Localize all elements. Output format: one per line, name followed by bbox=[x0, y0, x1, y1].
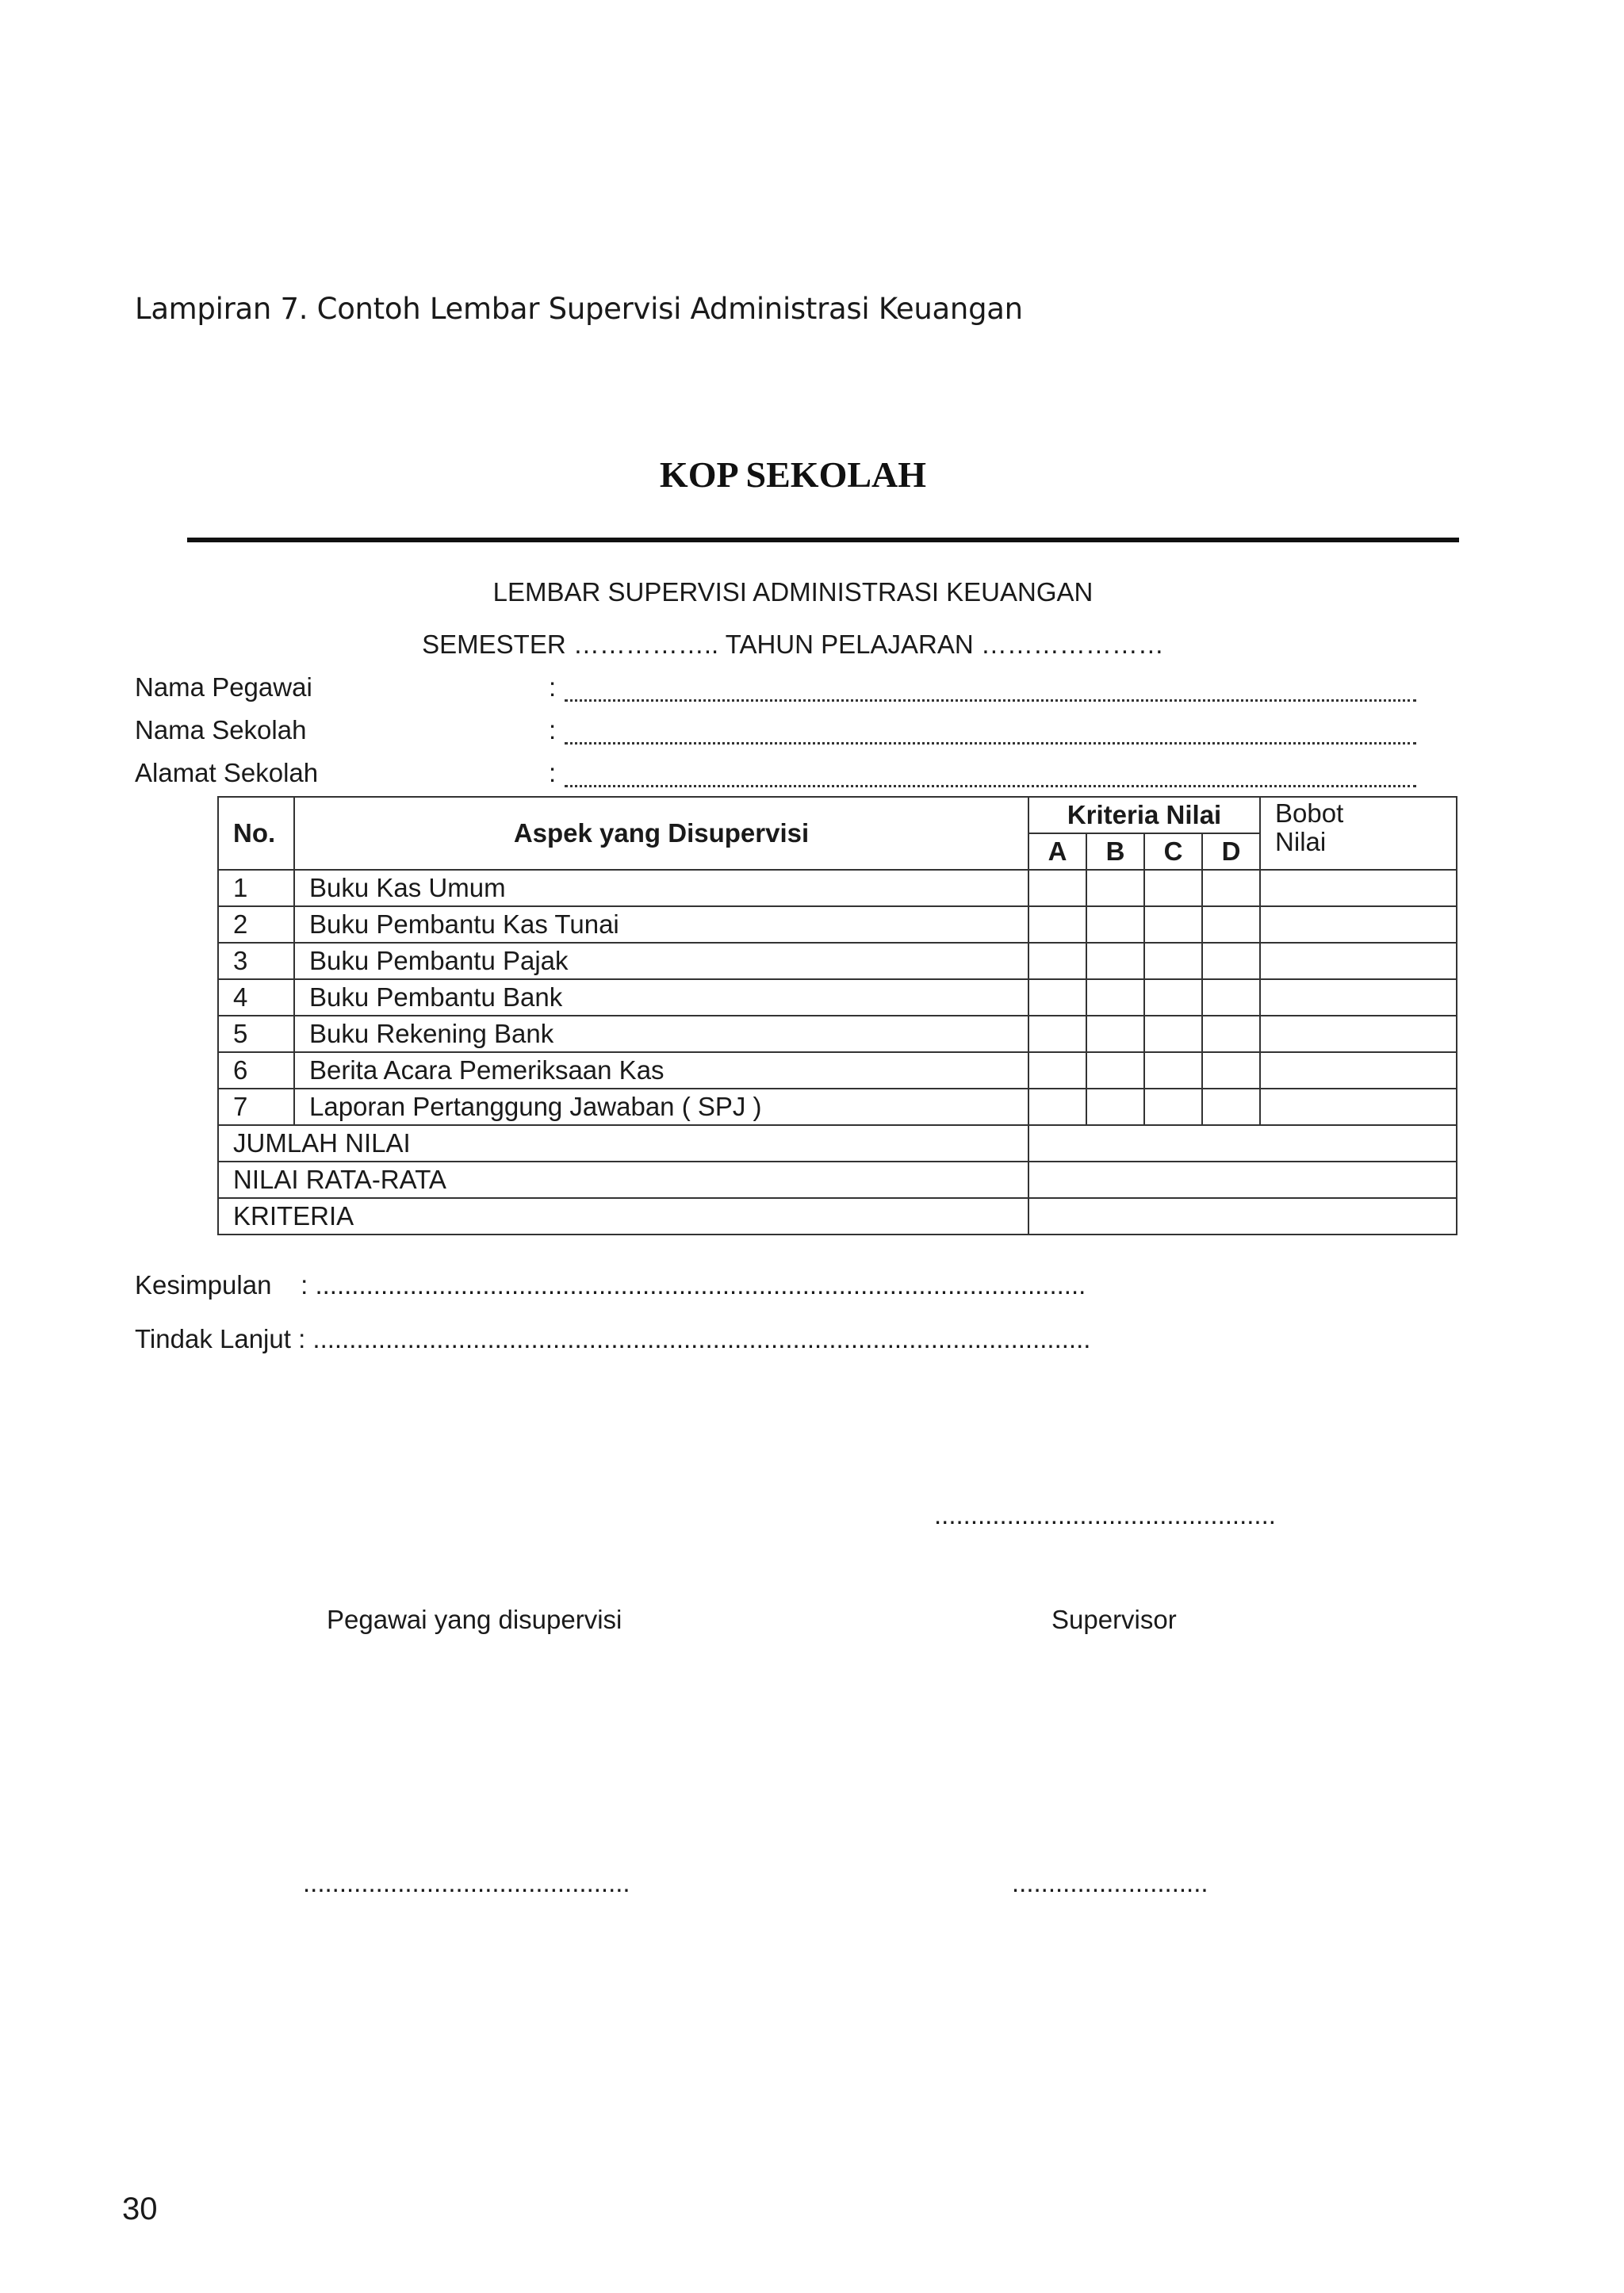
bobot-cell[interactable] bbox=[1260, 1016, 1457, 1052]
row-number: 1 bbox=[218, 870, 294, 906]
bobot-cell[interactable] bbox=[1260, 1089, 1457, 1125]
row-aspek: Buku Kas Umum bbox=[294, 870, 1028, 906]
nama-sekolah-field[interactable] bbox=[565, 739, 1416, 745]
kesimpulan-line[interactable]: Kesimpulan : .......................................................................................................... bbox=[135, 1270, 1086, 1300]
place-date-dots: ............................................... bbox=[934, 1500, 1276, 1529]
bobot-cell[interactable] bbox=[1260, 906, 1457, 943]
grade-header-b: B bbox=[1086, 833, 1144, 870]
grade-cell-c[interactable] bbox=[1144, 906, 1202, 943]
summary-label: JUMLAH NILAI bbox=[218, 1125, 1028, 1162]
bobot-cell[interactable] bbox=[1260, 1052, 1457, 1089]
semester-year-line: SEMESTER …………….. TAHUN PELAJARAN ………………… bbox=[422, 630, 1164, 659]
col-header-no: No. bbox=[218, 797, 294, 870]
grade-cell-d[interactable] bbox=[1202, 1089, 1260, 1125]
grade-cell-c[interactable] bbox=[1144, 870, 1202, 906]
row-aspek: Buku Rekening Bank bbox=[294, 1016, 1028, 1052]
table-row bbox=[218, 1016, 1457, 1052]
signature-label-pegawai: Pegawai yang disupervisi bbox=[327, 1605, 622, 1634]
table-row bbox=[218, 906, 1457, 943]
signature-label-supervisor: Supervisor bbox=[1051, 1605, 1177, 1634]
row-aspek: Buku Pembantu Kas Tunai bbox=[294, 906, 1028, 943]
grade-cell-c[interactable] bbox=[1144, 1089, 1202, 1125]
grade-cell-b[interactable] bbox=[1086, 1016, 1144, 1052]
col-header-bobot-nilai bbox=[1260, 797, 1457, 870]
info-label-alamat-sekolah: Alamat Sekolah bbox=[135, 758, 319, 787]
bobot-cell[interactable] bbox=[1260, 979, 1457, 1016]
table-row bbox=[218, 870, 1457, 906]
grade-cell-a[interactable] bbox=[1028, 979, 1086, 1016]
grade-cell-b[interactable] bbox=[1086, 906, 1144, 943]
grade-cell-a[interactable] bbox=[1028, 1052, 1086, 1089]
alamat-sekolah-field[interactable] bbox=[565, 782, 1416, 787]
table-row bbox=[218, 1052, 1457, 1089]
letterhead-divider bbox=[187, 538, 1459, 542]
grade-cell-d[interactable] bbox=[1202, 979, 1260, 1016]
grade-cell-d[interactable] bbox=[1202, 1016, 1260, 1052]
row-number: 2 bbox=[218, 906, 294, 943]
summary-value-cell[interactable] bbox=[1028, 1198, 1457, 1235]
summary-value-cell[interactable] bbox=[1028, 1125, 1457, 1162]
grade-cell-d[interactable] bbox=[1202, 870, 1260, 906]
table-row bbox=[218, 1089, 1457, 1125]
page-number: 30 bbox=[122, 2192, 158, 2226]
row-number: 7 bbox=[218, 1089, 294, 1125]
grade-header-d: D bbox=[1202, 833, 1260, 870]
row-number: 6 bbox=[218, 1052, 294, 1089]
row-number: 3 bbox=[218, 943, 294, 979]
grade-cell-a[interactable] bbox=[1028, 906, 1086, 943]
row-aspek: Buku Pembantu Pajak bbox=[294, 943, 1028, 979]
grade-cell-b[interactable] bbox=[1086, 1089, 1144, 1125]
summary-row-jumlah bbox=[218, 1125, 1457, 1162]
summary-value-cell[interactable] bbox=[1028, 1162, 1457, 1198]
grade-header-c: C bbox=[1144, 833, 1202, 870]
school-letterhead-title: KOP SEKOLAH bbox=[659, 454, 927, 495]
col-header-aspek: Aspek yang Disupervisi bbox=[294, 797, 1028, 870]
row-aspek: Berita Acara Pemeriksaan Kas bbox=[294, 1052, 1028, 1089]
signature-line-pegawai: ............................................. bbox=[303, 1868, 630, 1897]
nama-pegawai-field[interactable] bbox=[565, 696, 1416, 702]
appendix-caption: Lampiran 7. Contoh Lembar Supervisi Administrasi Keuangan bbox=[135, 292, 1023, 326]
row-aspek: Buku Pembantu Bank bbox=[294, 979, 1028, 1016]
grade-cell-c[interactable] bbox=[1144, 1052, 1202, 1089]
grade-cell-d[interactable] bbox=[1202, 943, 1260, 979]
grade-cell-a[interactable] bbox=[1028, 1089, 1086, 1125]
info-label-nama-sekolah: Nama Sekolah bbox=[135, 715, 307, 745]
table-header-row bbox=[218, 797, 1457, 833]
grade-cell-d[interactable] bbox=[1202, 1052, 1260, 1089]
grade-cell-b[interactable] bbox=[1086, 943, 1144, 979]
grade-cell-c[interactable] bbox=[1144, 979, 1202, 1016]
info-label-nama-pegawai: Nama Pegawai bbox=[135, 672, 312, 702]
summary-label: KRITERIA bbox=[218, 1198, 1028, 1235]
row-aspek: Laporan Pertanggung Jawaban ( SPJ ) bbox=[294, 1089, 1028, 1125]
supervision-table bbox=[217, 796, 1457, 1235]
summary-row-kriteria bbox=[218, 1198, 1457, 1235]
bobot-line-1: Bobot bbox=[1275, 798, 1344, 828]
grade-cell-c[interactable] bbox=[1144, 943, 1202, 979]
grade-cell-b[interactable] bbox=[1086, 870, 1144, 906]
row-number: 5 bbox=[218, 1016, 294, 1052]
grade-cell-a[interactable] bbox=[1028, 943, 1086, 979]
col-header-kriteria-nilai: Kriteria Nilai bbox=[1028, 797, 1260, 833]
bobot-cell[interactable] bbox=[1260, 870, 1457, 906]
grade-cell-b[interactable] bbox=[1086, 979, 1144, 1016]
grade-cell-d[interactable] bbox=[1202, 906, 1260, 943]
grade-cell-a[interactable] bbox=[1028, 870, 1086, 906]
form-title: LEMBAR SUPERVISI ADMINISTRASI KEUANGAN bbox=[492, 577, 1094, 607]
info-colon: : bbox=[549, 758, 557, 787]
grade-cell-b[interactable] bbox=[1086, 1052, 1144, 1089]
bobot-line-2: Nilai bbox=[1275, 827, 1327, 857]
summary-label: NILAI RATA-RATA bbox=[218, 1162, 1028, 1198]
info-colon: : bbox=[549, 672, 557, 702]
row-number: 4 bbox=[218, 979, 294, 1016]
table-row bbox=[218, 943, 1457, 979]
info-colon: : bbox=[549, 715, 557, 745]
summary-row-rata-rata bbox=[218, 1162, 1457, 1198]
grade-header-a: A bbox=[1028, 833, 1086, 870]
grade-cell-c[interactable] bbox=[1144, 1016, 1202, 1052]
grade-cell-a[interactable] bbox=[1028, 1016, 1086, 1052]
tindak-lanjut-line[interactable]: Tindak Lanjut : ........................................................................................................... bbox=[135, 1324, 1091, 1353]
bobot-cell[interactable] bbox=[1260, 943, 1457, 979]
signature-line-supervisor: ........................... bbox=[1012, 1868, 1208, 1897]
table-row bbox=[218, 979, 1457, 1016]
